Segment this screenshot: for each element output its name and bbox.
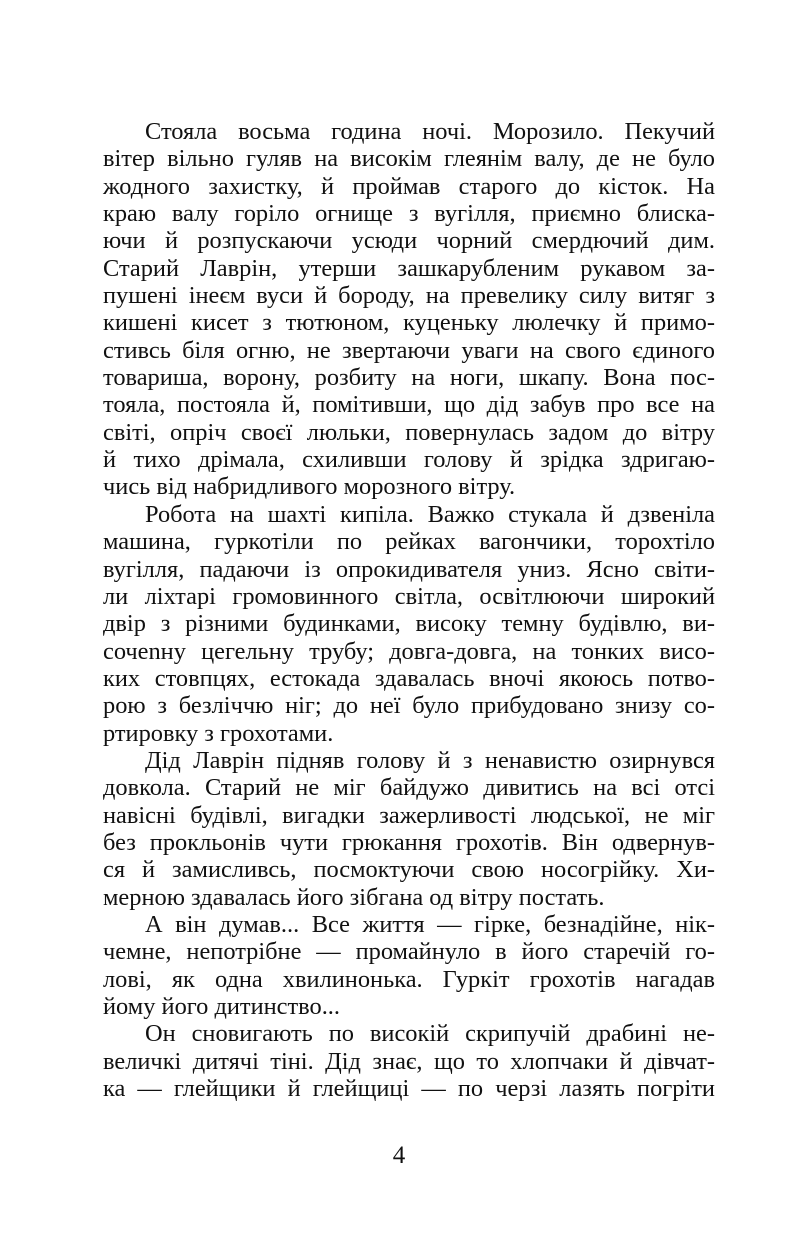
text-line: мерною здавалась його зібгана од вітру постать.: [103, 883, 605, 911]
text-line: А він думав... Все життя — гірке, безнадійне, нік-: [145, 910, 715, 938]
paragraph: [103, 501, 715, 747]
text-line: Он сновигають по високій скрипучій драбині не-: [145, 1020, 715, 1048]
text-line: рою з безліччю ніг; до неї було прибудовано знизу со-: [103, 692, 715, 720]
text-line: лові, як одна хвилинонька. Гуркіт грохотів нагадав: [103, 965, 715, 993]
text-line: світі, опріч своєї люльки, повернулась задом до вітру: [103, 418, 715, 446]
text-line: ли ліхтарі громовинного світла, освітлюючи широкий: [103, 582, 715, 610]
text-line: й тихо дрімала, схиливши голову й зрідка здригаю-: [103, 446, 715, 474]
text-line: кишені кисет з тютюном, куценьку люлечку й примо-: [103, 309, 715, 337]
text-line: величкі дитячі тіні. Дід знає, що то хлопчаки й дівчат-: [103, 1047, 715, 1075]
text-line: ртировку з грохотами.: [103, 719, 334, 747]
text-line: тояла, постояла й, помітивши, що дід забув про все на: [103, 391, 715, 419]
text-line: Стояла восьма година ночі. Морозило. Пекучий: [145, 118, 715, 145]
text-line: ка — глейщики й глейщиці — по черзі лазять погріти: [103, 1075, 715, 1103]
text-line: Робота на шахті кипіла. Важко стукала й дзвеніла: [145, 500, 715, 528]
text-line: чись від набридливого морозного вітру.: [103, 473, 516, 501]
text-line: йому його дитинство...: [103, 993, 340, 1020]
text-line: товариша, ворону, розбиту на ноги, шкапу. Вона пос-: [103, 364, 715, 392]
text-line: двір з різними будинками, високу темну будівлю, ви-: [103, 610, 715, 638]
paragraph: [103, 911, 715, 1020]
text-line: чемне, непотрібне — промайнуло в його старечій го-: [103, 938, 715, 966]
paragraph: [103, 1020, 715, 1102]
paragraph: [103, 747, 715, 911]
text-line: вугілля, падаючи із опрокидивателя униз. Ясно світи-: [103, 555, 715, 583]
text-line: машина, гуркотіли по рейках вагончики, торохтіло: [103, 528, 715, 556]
text-line: стивсь біля огню, не звертаючи уваги на свого єдиного: [103, 336, 715, 364]
text-line: сочenну цегельну трубу; довга-довга, на тонких висо-: [103, 637, 715, 665]
text-line: Дід Лаврін підняв голову й з ненавистю озирнувся: [145, 746, 715, 774]
page-number: 4: [392, 1142, 406, 1169]
text-line: краю валу горіло огнище з вугілля, приємно блиска-: [103, 200, 715, 228]
text-line: ся й замисливсь, посмоктуючи свою носогрійку. Хи-: [103, 856, 715, 884]
text-line: вітер вільно гуляв на високім глеянім валу, де не було: [103, 145, 715, 173]
text-line: ючи й розпускаючи усюди чорний смердючий дим.: [103, 227, 715, 255]
text-line: довкола. Старий не міг байдужо дивитись на всі отсі: [103, 774, 715, 802]
text-line: навісні будівлі, вигадки зажерливості людської, не міг: [103, 801, 715, 829]
text-line: жодного захистку, й проймав старого до кісток. На: [103, 172, 715, 200]
text-line: без прокльонів чути грюкання грохотів. Він одвернув-: [103, 828, 715, 856]
text-line: Старий Лаврін, утерши зашкарубленим рукавом за-: [103, 254, 715, 282]
text-line: ких стовпцях, естокада здавалась вночі якоюсь потво-: [103, 664, 715, 692]
body-text: [103, 118, 715, 1102]
paragraph: [103, 118, 715, 501]
text-line: пушені інеєм вуси й бороду, на превелику силу витяг з: [103, 282, 715, 310]
